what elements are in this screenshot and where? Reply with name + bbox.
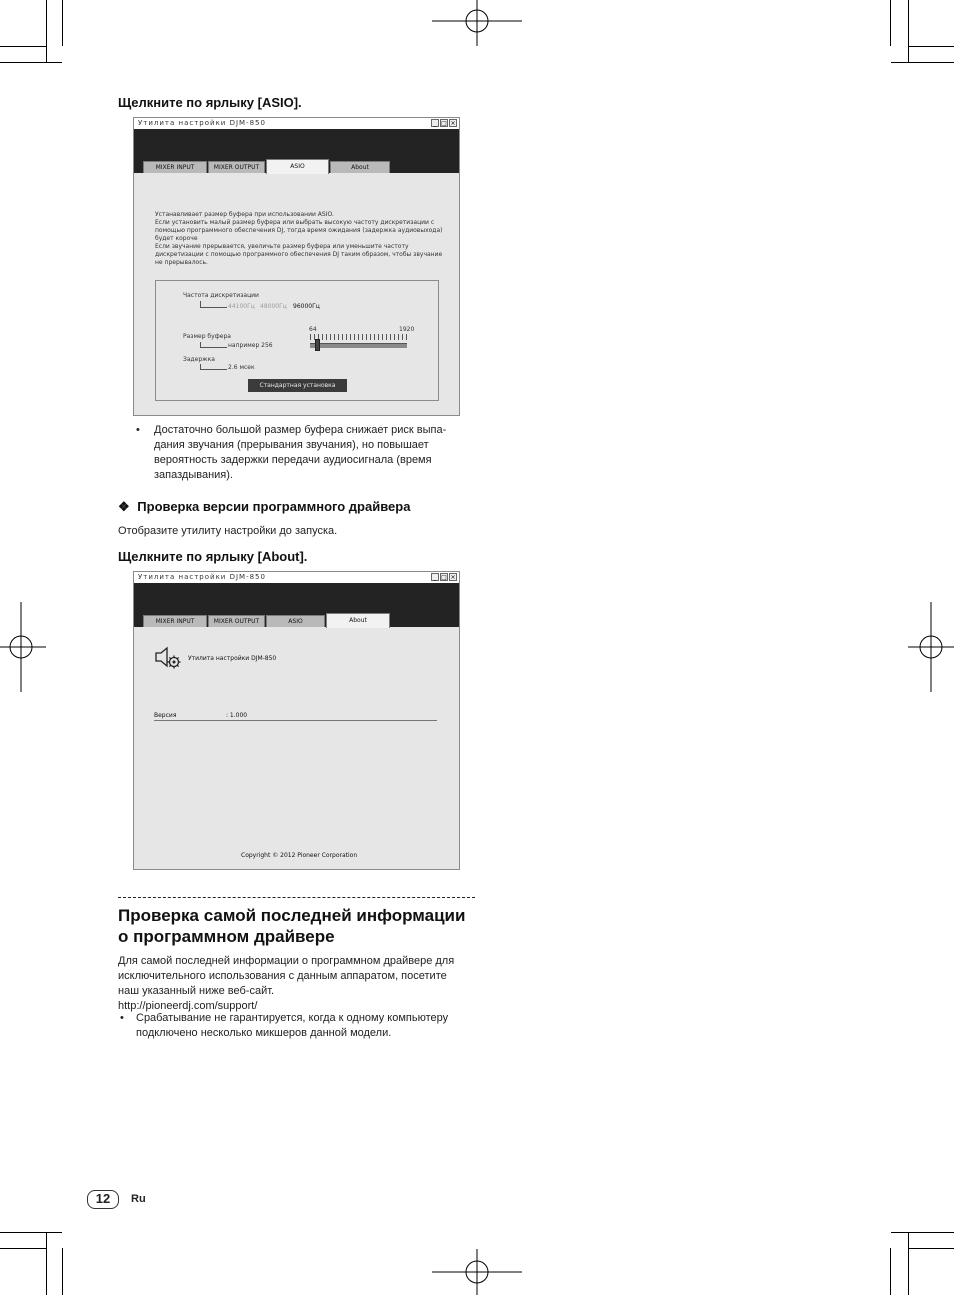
description-line: Если установить малый размер буфера или выбрать высокую частоту дискретизации с	[155, 219, 435, 226]
bullet-line: подключено несколько микшеров данной модели.	[136, 1027, 392, 1039]
description-line: не прерывалось.	[155, 259, 208, 266]
tab-mixer-input[interactable]: MIXER INPUT	[143, 161, 207, 173]
utility-window-about	[133, 571, 460, 870]
registration-mark-right	[908, 602, 954, 692]
language-code: Ru	[131, 1193, 146, 1205]
paragraph-line: Для самой последней информации о программном драйвере для	[118, 955, 455, 967]
section-check-text: Отобразите утилиту настройки до запуска.	[118, 525, 338, 537]
paragraph-line: исключительного использования с данным аппаратом, посетите	[118, 970, 447, 982]
sample-rate-44100[interactable]: 44100Гц	[228, 303, 255, 310]
bullet-line: вероятность задержки передачи аудиосигнала (время	[154, 454, 432, 466]
description-line: Если звучание прерывается, увеличьте размер буфера или уменьшите частоту	[155, 243, 409, 250]
section-divider	[118, 897, 475, 898]
close-button[interactable]: ×	[450, 120, 456, 127]
speaker-gear-icon	[154, 645, 184, 671]
bullet-line: Достаточно большой размер буфера снижает риск выпа-	[154, 424, 447, 436]
tab-asio[interactable]: ASIO	[266, 615, 325, 627]
paragraph-line: наш указанный ниже веб-сайт.	[118, 985, 275, 997]
bullet-line: запаздывания).	[154, 469, 233, 481]
diamond-marker-icon: ❖	[118, 499, 130, 514]
buffer-note	[154, 423, 464, 483]
step-asio-heading: Щелкните по ярлыку [ASIO].	[118, 95, 302, 110]
bullet-line: дания звучания (прерывания звучания), но повышает	[154, 439, 429, 451]
connector-line	[200, 369, 227, 370]
connector-line	[200, 307, 227, 308]
minimize-button[interactable]: _	[431, 573, 439, 581]
tab-asio[interactable]: ASIO	[266, 159, 329, 174]
section-latest-paragraph	[118, 954, 478, 1014]
maximize-button[interactable]: □	[441, 120, 447, 127]
version-value: : 1.000	[226, 712, 248, 719]
default-settings-button[interactable]: Стандартная установка	[248, 379, 347, 392]
window-title: Утилита настройки DJM-850	[138, 119, 266, 127]
section-check-heading	[118, 499, 410, 515]
title-line: Проверка самой последней информации	[118, 906, 466, 925]
slider-min-label: 64	[309, 326, 317, 333]
copyright-text: Copyright © 2012 Pioneer Corporation	[241, 852, 358, 859]
bullet-marker: •	[120, 1012, 124, 1024]
bullet-marker: •	[136, 424, 140, 436]
tab-about[interactable]: About	[326, 613, 390, 628]
buffer-size-label: Размер буфера	[183, 333, 231, 340]
registration-mark-top	[432, 0, 522, 46]
description-line: Устанавливает размер буфера при использовании ASIO.	[155, 211, 334, 218]
buffer-slider-track[interactable]	[310, 343, 407, 348]
title-line: о программном драйвере	[118, 927, 335, 946]
page-number: 12	[87, 1190, 119, 1209]
multi-mixer-note	[136, 1011, 476, 1041]
maximize-button[interactable]: □	[441, 574, 447, 581]
version-label: Версия	[154, 712, 177, 719]
version-underline	[154, 720, 437, 721]
support-url-link[interactable]: http://pioneerdj.com/support/	[118, 1000, 258, 1012]
slider-ticks	[310, 334, 407, 340]
latency-label: Задержка	[183, 356, 215, 363]
asio-settings-group	[155, 280, 439, 401]
buffer-size-value: например 256	[228, 342, 273, 349]
slider-max-label: 1920	[399, 326, 415, 333]
connector-line	[200, 347, 227, 348]
tab-mixer-output[interactable]: MIXER OUTPUT	[208, 615, 265, 627]
minimize-button[interactable]: _	[431, 119, 439, 127]
buffer-slider-handle[interactable]	[315, 339, 320, 351]
close-button[interactable]: ×	[450, 574, 456, 581]
description-line: дискретизации с помощью программного обеспечения DJ таким образом, чтобы звучание	[155, 251, 443, 258]
latency-value: 2.6 мсек	[228, 364, 255, 371]
sample-rate-96000[interactable]: 96000Гц	[293, 303, 320, 310]
sample-rate-label: Частота дискретизации	[183, 292, 259, 299]
sample-rate-48000[interactable]: 48000Гц	[260, 303, 287, 310]
tab-mixer-output[interactable]: MIXER OUTPUT	[208, 161, 265, 173]
registration-mark-bottom	[432, 1249, 522, 1295]
tab-mixer-input[interactable]: MIXER INPUT	[143, 615, 207, 627]
step-about-heading: Щелкните по ярлыку [About].	[118, 549, 308, 564]
section-latest-title	[118, 905, 465, 947]
description-line: помощью программного обеспечения DJ, тогда время ожидания (задержка аудиовыхода)	[155, 227, 443, 234]
bullet-line: Срабатывание не гарантируется, когда к одному компьютеру	[136, 1012, 449, 1024]
about-app-name: Утилита настройки DJM-850	[188, 655, 277, 662]
window-title: Утилита настройки DJM-850	[138, 573, 266, 581]
tab-about[interactable]: About	[330, 161, 390, 173]
description-line: будет короче	[155, 235, 198, 242]
utility-window-asio	[133, 117, 460, 416]
asio-description	[155, 211, 445, 267]
registration-mark-left	[0, 602, 46, 692]
section-check-title: Проверка версии программного драйвера	[137, 499, 411, 514]
